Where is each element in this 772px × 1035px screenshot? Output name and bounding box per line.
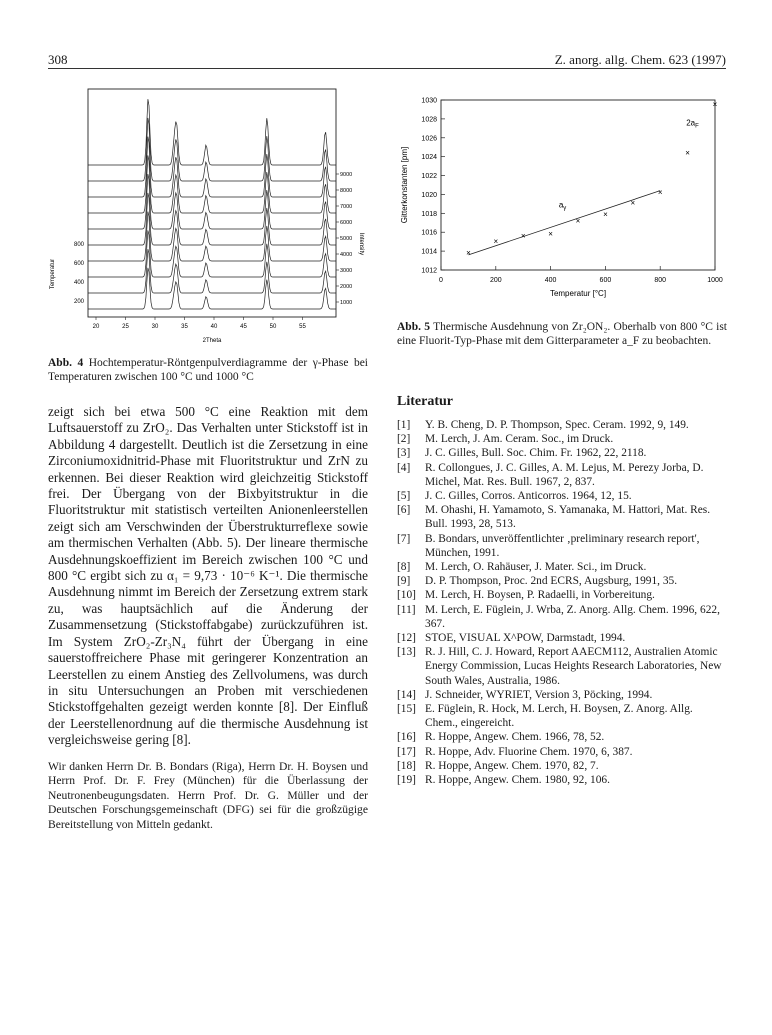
intensity-axis-label: Intensity: [358, 232, 364, 256]
reference-number: [13]: [397, 646, 416, 659]
intensity-tick-label: 7000: [340, 204, 353, 210]
xrd-trace: [88, 155, 336, 213]
temperature-tick-label: 600: [73, 261, 84, 267]
y-tick-label: 1028: [421, 116, 437, 124]
figure-5-caption-text: Thermische Ausdehnung von Zr₂ON₂. Oberhalb von 800 °C ist eine Fluorit-Typ-Phase mit dem Gitterparameter a_F zu beobachten.: [397, 321, 727, 347]
reference-number: [9]: [397, 575, 411, 588]
reference-item: [397, 432, 727, 446]
reference-item: [397, 745, 727, 759]
two-theta-tick-label: 50: [269, 324, 277, 330]
figure-4-caption-label: Abb. 4: [48, 357, 84, 369]
data-point: ×: [520, 231, 526, 241]
series-label-2aF: $2a_F$: [686, 118, 699, 130]
plot-frame: [441, 100, 715, 270]
reference-item: [397, 503, 727, 531]
data-point: ×: [466, 248, 471, 258]
y-tick-label: 1020: [421, 191, 437, 199]
y-tick-label: 1026: [421, 135, 437, 143]
two-theta-tick-label: 35: [181, 324, 188, 330]
intensity-tick-label: 1000: [340, 300, 353, 306]
intensity-tick-label: 3000: [340, 268, 353, 274]
data-point: ×: [603, 209, 608, 219]
y-tick-label: 1018: [421, 210, 437, 218]
reference-text: J. Schneider, WYRIET, Version 3, Pöcking, 1994.: [425, 688, 653, 701]
xrd-trace: [88, 268, 336, 309]
y-tick-label: 1022: [421, 173, 437, 181]
reference-item: [397, 574, 727, 588]
intensity-tick-label: 4000: [340, 252, 353, 258]
reference-item: [397, 688, 727, 702]
reference-item: [397, 730, 727, 744]
acknowledgement: Wir danken Herrn Dr. B. Bondars (Riga), Herrn Dr. H. Boysen und Herrn Prof. Dr. F. Frey (München) für die Überlassung der Neutronenbeugungsdaten. Herrn Prof. Dr. G. Müller und der Deutschen Forschungsgemeinschaft (DFG) sei für die großzügige Bereitstellung von Mitteln gedankt.: [48, 760, 368, 831]
reference-text: R. Hoppe, Angew. Chem. 1966, 78, 52.: [425, 731, 605, 744]
reference-item: [397, 532, 727, 560]
xrd-trace: [88, 212, 336, 261]
data-point: ×: [630, 198, 636, 208]
x-tick-label: 400: [544, 277, 557, 284]
reference-number: [3]: [397, 447, 411, 460]
reference-number: [5]: [397, 490, 411, 503]
xrd-trace: [88, 137, 336, 197]
xrd-trace: [88, 174, 336, 229]
reference-text: STOE, VISUAL X^POW, Darmstadt, 1994.: [425, 632, 626, 645]
intensity-tick-label: 2000: [340, 284, 353, 290]
reference-text: M. Lerch, E. Füglein, J. Wrba, Z. Anorg. Allg. Chem. 1996, 622, 367.: [425, 603, 720, 630]
y-tick-label: 1016: [421, 229, 437, 237]
figure-4-caption: [48, 356, 368, 384]
temperature-axis-label: Temperatur: [50, 258, 56, 290]
page-number: 308: [48, 52, 68, 67]
x-tick-label: 1000: [707, 277, 723, 284]
xrd-trace: [88, 230, 336, 277]
reference-text: J. C. Gilles, Bull. Soc. Chim. Fr. 1962, 22, 2118.: [425, 447, 647, 460]
reference-item: [397, 446, 727, 460]
x-tick-label: 200: [489, 277, 502, 284]
two-theta-tick-label: 55: [299, 324, 306, 330]
reference-number: [1]: [397, 419, 411, 431]
figure-4-xrd-plot: [48, 84, 368, 352]
data-point: ×: [712, 100, 718, 110]
xrd-trace: [88, 193, 336, 245]
reference-item: [397, 418, 727, 432]
two-theta-axis-label: 2Theta: [202, 338, 222, 344]
data-point: ×: [685, 148, 690, 158]
data-point: ×: [493, 237, 499, 247]
series-label-a-gamma: $a_\gamma$: [558, 200, 567, 212]
two-theta-tick-label: 40: [210, 324, 218, 330]
header-rule: [48, 68, 726, 69]
two-theta-tick-label: 30: [151, 324, 159, 330]
literature-title: Literatur: [397, 394, 453, 409]
reference-text: E. Füglein, R. Hock, M. Lerch, H. Boysen, Z. Anorg. Allg. Chem., eingereicht.: [425, 703, 693, 730]
data-point: ×: [548, 229, 553, 239]
data-point: ×: [657, 188, 663, 198]
reference-item: [397, 603, 727, 631]
figure-5-caption: [397, 320, 727, 348]
reference-text: M. Lerch, J. Am. Ceram. Soc., im Druck.: [425, 433, 614, 446]
reference-number: [16]: [397, 731, 416, 744]
reference-number: [6]: [397, 504, 411, 517]
figure-5-caption-label: Abb. 5: [397, 321, 430, 333]
x-axis-label: Temperatur [°C]: [549, 289, 607, 298]
body-paragraph: zeigt sich bei etwa 500 °C eine Reaktion mit dem Luftsauerstoff zu ZrO₂. Das Verhalten unter Stickstoff ist in Abbildung 4 dargestellt. Deutlich ist die Zersetzung in eine Zirconiumoxidnitrid-Phase mit Fluoritstruktur und ZrN zu erkennen. Bei dieser Reaktion wird gleichzeitig Stickstoff frei. Der Übergang von der Bixbyitstruktur in die Fluoritstruktur mit statistisch verteilten Anionenleerstellen zeigt sich am Verschwinden der Überstrukturreflexe sowie am thermischen Verhalten (Abb. 5). Der lineare thermische Ausdehnungskoeffizient im Bereich zwischen 100 °C und 800 °C ergibt sich zu α₁ = 9,73 · 10⁻⁶ K⁻¹. Die thermische Ausdehnung nimmt im Bereich der Zersetzung extrem stark zu, was hauptsächlich auf die Änderung der Zusammensetzung (Stickstoffabgabe) zurückzuführen ist. Im System ZrO₂-Zr₃N₄ führt der Übergang in eine sauerstoffreichere Phase mit geringerer Konzentration an Leerstellen zu einem Anstieg des Zellvolumens, was durch in situ Untersuchungen an Proben mit verschiedenen Stickstoffgehalten gezeigt werden konnte [8]. Der Einfluß der Leerstellenordnung auf die thermische Ausdehnung ist vergleichsweise gering [8].: [48, 404, 368, 748]
reference-number: [11]: [397, 603, 416, 616]
x-tick-label: 800: [654, 277, 667, 284]
reference-item: [397, 759, 727, 773]
y-tick-label: 1030: [421, 97, 437, 105]
reference-text: R. Hoppe, Angew. Chem. 1970, 82, 7.: [425, 759, 599, 772]
xrd-traces: [88, 99, 336, 309]
reference-text: Y. B. Cheng, D. P. Thompson, Spec. Ceram. 1992, 9, 149.: [425, 419, 689, 431]
two-theta-tick-label: 25: [122, 324, 129, 330]
reference-text: M. Lerch, O. Rahäuser, J. Mater. Sci., im Druck.: [425, 561, 647, 574]
intensity-tick-label: 8000: [340, 188, 353, 194]
xrd-trace: [88, 99, 336, 165]
reference-number: [15]: [397, 703, 416, 716]
reference-number: [12]: [397, 632, 416, 645]
reference-text: M. Ohashi, H. Yamamoto, S. Yamanaka, M. Hattori, Mat. Res. Bull. 1993, 28, 513.: [425, 504, 711, 531]
temperature-tick-label: 400: [73, 280, 84, 286]
reference-item: [397, 560, 727, 574]
temperature-tick-label: 800: [73, 242, 84, 248]
data-point: ×: [575, 216, 581, 226]
intensity-tick-label: 5000: [340, 236, 353, 242]
reference-number: [17]: [397, 745, 416, 758]
reference-list: [397, 418, 727, 787]
reference-number: [18]: [397, 759, 416, 772]
reference-text: B. Bondars, unveröffentlichter ‚preliminary research report', München, 1991.: [425, 532, 700, 559]
reference-number: [8]: [397, 561, 411, 574]
two-theta-tick-label: 20: [92, 324, 100, 330]
reference-text: M. Lerch, H. Boysen, P. Radaelli, in Vorbereitung.: [425, 589, 655, 602]
reference-text: R. J. Hill, C. J. Howard, Report AAECM112, Australien Atomic Energy Commission, Lucas Heights Research Laboratories, New South Wales, Australia, 1986.: [425, 646, 722, 687]
x-tick-label: 600: [599, 277, 612, 284]
reference-item: [397, 588, 727, 602]
reference-text: R. Collongues, J. C. Gilles, A. M. Lejus, M. Perezy Jorba, D. Michel, Mat. Res. Bull. 1967, 2, 837.: [425, 461, 704, 488]
y-tick-label: 1024: [421, 154, 437, 162]
y-axis-label: Gitterkonstanten [pm]: [400, 146, 409, 224]
reference-text: D. P. Thompson, Proc. 2nd ECRS, Augsburg, 1991, 35.: [425, 575, 678, 588]
reference-text: R. Hoppe, Adv. Fluorine Chem. 1970, 6, 387.: [425, 745, 633, 758]
reference-item: [397, 631, 727, 645]
figure-4-caption-text: Hochtemperatur-Röntgenpulverdiagramme der γ-Phase bei Temperaturen zwischen 100 °C und 1000 °C: [48, 357, 368, 383]
reference-number: [10]: [397, 589, 416, 602]
reference-number: [7]: [397, 532, 411, 545]
reference-text: R. Hoppe, Angew. Chem. 1980, 92, 106.: [425, 774, 610, 787]
reference-item: [397, 702, 727, 730]
x-tick-label: 0: [439, 277, 443, 284]
reference-number: [14]: [397, 688, 416, 701]
figure-5-chart: [397, 88, 727, 320]
reference-item: [397, 645, 727, 688]
intensity-tick-label: 9000: [340, 172, 353, 178]
intensity-tick-label: 6000: [340, 220, 353, 226]
reference-item: [397, 489, 727, 503]
y-tick-label: 1014: [421, 248, 437, 256]
reference-text: J. C. Gilles, Corros. Anticorros. 1964, 12, 15.: [425, 490, 632, 503]
xrd-trace: [88, 249, 336, 293]
reference-number: [19]: [397, 774, 416, 787]
y-tick-label: 1012: [421, 267, 437, 275]
journal-header: Z. anorg. allg. Chem. 623 (1997): [554, 52, 726, 67]
reference-number: [2]: [397, 433, 411, 446]
reference-item: [397, 461, 727, 489]
reference-number: [4]: [397, 461, 411, 474]
two-theta-tick-label: 45: [240, 324, 247, 330]
reference-item: [397, 773, 727, 787]
xrd-trace: [88, 118, 336, 181]
temperature-tick-label: 200: [73, 299, 84, 305]
